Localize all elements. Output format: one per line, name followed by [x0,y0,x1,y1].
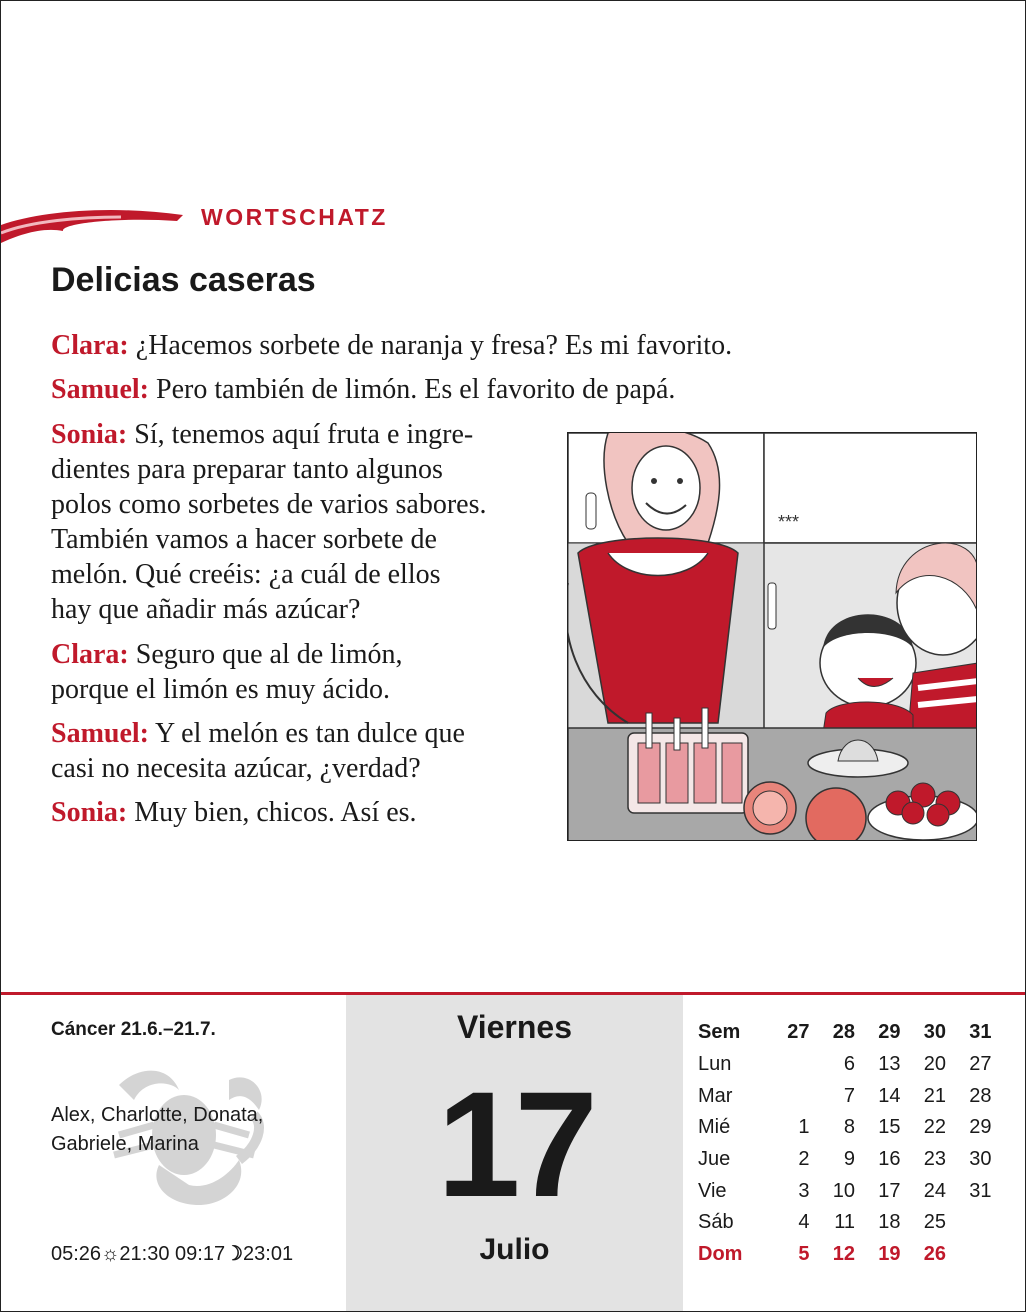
date-cell: 29 [969,1116,992,1139]
date-cell: 31 [969,1179,992,1202]
week-number: 30 [923,1021,946,1044]
dialogue-line [51,795,417,830]
date-cell: 10 [832,1179,855,1202]
dialogue-text: Seguro que al de limón, [128,639,403,670]
dialogue-text: casi no necesita azúcar, ¿verdad? [51,753,421,784]
dialogue-line [51,637,551,707]
dialogue-text: polos como sorbetes de varios sabores. [51,489,487,520]
calendar-week-row [698,1017,992,1049]
date-cell: 26 [923,1243,946,1266]
date-cell [946,1207,992,1239]
date-cell: 15 [878,1116,901,1139]
date-cell: 19 [878,1243,901,1266]
speaker-name: Samuel: [51,718,149,749]
sunrise-time: 05:26 [51,1243,102,1265]
day-label: Mié [698,1116,731,1139]
calendar-row [698,1207,992,1239]
date-cell: 23 [923,1148,946,1171]
date-cell: 27 [969,1053,992,1076]
day-label: Vie [698,1179,727,1202]
name-days [51,1101,263,1159]
svg-text:***: *** [778,512,800,532]
date-cell: 9 [843,1148,855,1171]
date-cell: 21 [923,1084,946,1107]
date-cell: 7 [843,1084,855,1107]
day-label: Jue [698,1148,731,1171]
dialogue-text: Y el melón es tan dulce que [149,718,465,749]
speaker-name: Sonia: [51,419,128,450]
calendar-row [698,1080,992,1112]
weekday: Viernes [456,1009,573,1045]
date-cell: 30 [969,1148,992,1171]
sun-moon-times [51,1241,293,1266]
date-cell: 28 [969,1084,992,1107]
month-calendar [698,1017,992,1271]
page-title: Delicias caseras [51,261,316,299]
date-cell: 1 [798,1116,810,1139]
ribbon-swoosh-icon [1,197,191,245]
day-label: Mar [698,1084,733,1107]
date-cell: 12 [832,1243,855,1266]
dialogue-line [51,417,551,627]
date-cell [764,1049,810,1081]
kitchen-illustration [567,432,977,841]
dialogue-text: Pero también de limón. Es el favorito de papá. [149,374,676,405]
sun-icon: ☼ [101,1243,120,1265]
calendar-row [698,1144,992,1176]
date-cell: 5 [798,1243,810,1266]
name-days-line: Alex, Charlotte, Donata, [51,1104,264,1126]
calendar-row [698,1112,992,1144]
date-cell [764,1080,810,1112]
dialogue-text: También vamos a hacer sorbete de [51,524,437,555]
name-days-line: Gabriele, Marina [51,1133,199,1155]
week-number: 27 [787,1021,810,1044]
date-cell: 14 [878,1084,901,1107]
date-cell: 6 [843,1053,855,1076]
day-label: Lun [698,1053,732,1076]
speaker-name: Samuel: [51,374,149,405]
week-number: 29 [878,1021,901,1044]
speaker-name: Clara: [51,639,129,670]
sunset-time: 21:30 [119,1243,170,1265]
calendar-row [698,1049,992,1081]
date-cell: 4 [798,1211,810,1234]
dialogue-line [51,372,675,407]
speaker-name: Clara: [51,330,129,361]
moonset-time: 23:01 [243,1243,294,1265]
dialogue-line [51,328,732,363]
date-cell: 18 [878,1211,901,1234]
date-cell: 2 [798,1148,810,1171]
dialogue-text: Muy bien, chicos. Así es. [127,797,417,828]
dialogue-text: Sí, tenemos aquí fruta e ingre- [127,419,474,450]
day-number: 17 [437,1060,592,1228]
calendar-row-sunday [698,1239,992,1271]
section-label: WORTSCHATZ [201,204,388,230]
day-label: Dom [698,1243,743,1266]
dialogue-text: porque el limón es muy ácido. [51,674,391,705]
dialogue-text: ¿Hacemos sorbete de naranja y fresa? Es mi favorito. [128,330,733,361]
week-label: Sem [698,1021,741,1044]
zodiac-sign: Cáncer 21.6.–21.7. [51,1019,216,1040]
dialogue-text: hay que añadir más azúcar? [51,594,361,625]
date-cell: 13 [878,1053,901,1076]
date-cell: 17 [878,1179,901,1202]
dialogue-text: dientes para preparar tanto algunos [51,454,443,485]
date-cell [946,1239,992,1271]
date-cell: 16 [878,1148,901,1171]
date-cell: 20 [923,1053,946,1076]
day-label: Sáb [698,1211,734,1234]
speaker-name: Sonia: [51,797,128,828]
week-number: 28 [832,1021,855,1044]
date-cell: 22 [923,1116,946,1139]
month: Julio [479,1233,550,1266]
calendar-row [698,1175,992,1207]
date-cell: 3 [798,1179,810,1202]
dialogue-line [51,716,551,786]
date-cell: 11 [834,1211,855,1234]
date-cell: 24 [923,1179,946,1202]
date-cell: 8 [843,1116,855,1139]
moon-icon: ☽ [225,1243,244,1265]
kitchen-scene-icon [568,433,977,841]
week-number: 31 [969,1021,992,1044]
dialogue-text: melón. Qué creéis: ¿a cuál de ellos [51,559,441,590]
date-cell: 25 [923,1211,946,1234]
moonrise-time: 09:17 [175,1243,226,1265]
